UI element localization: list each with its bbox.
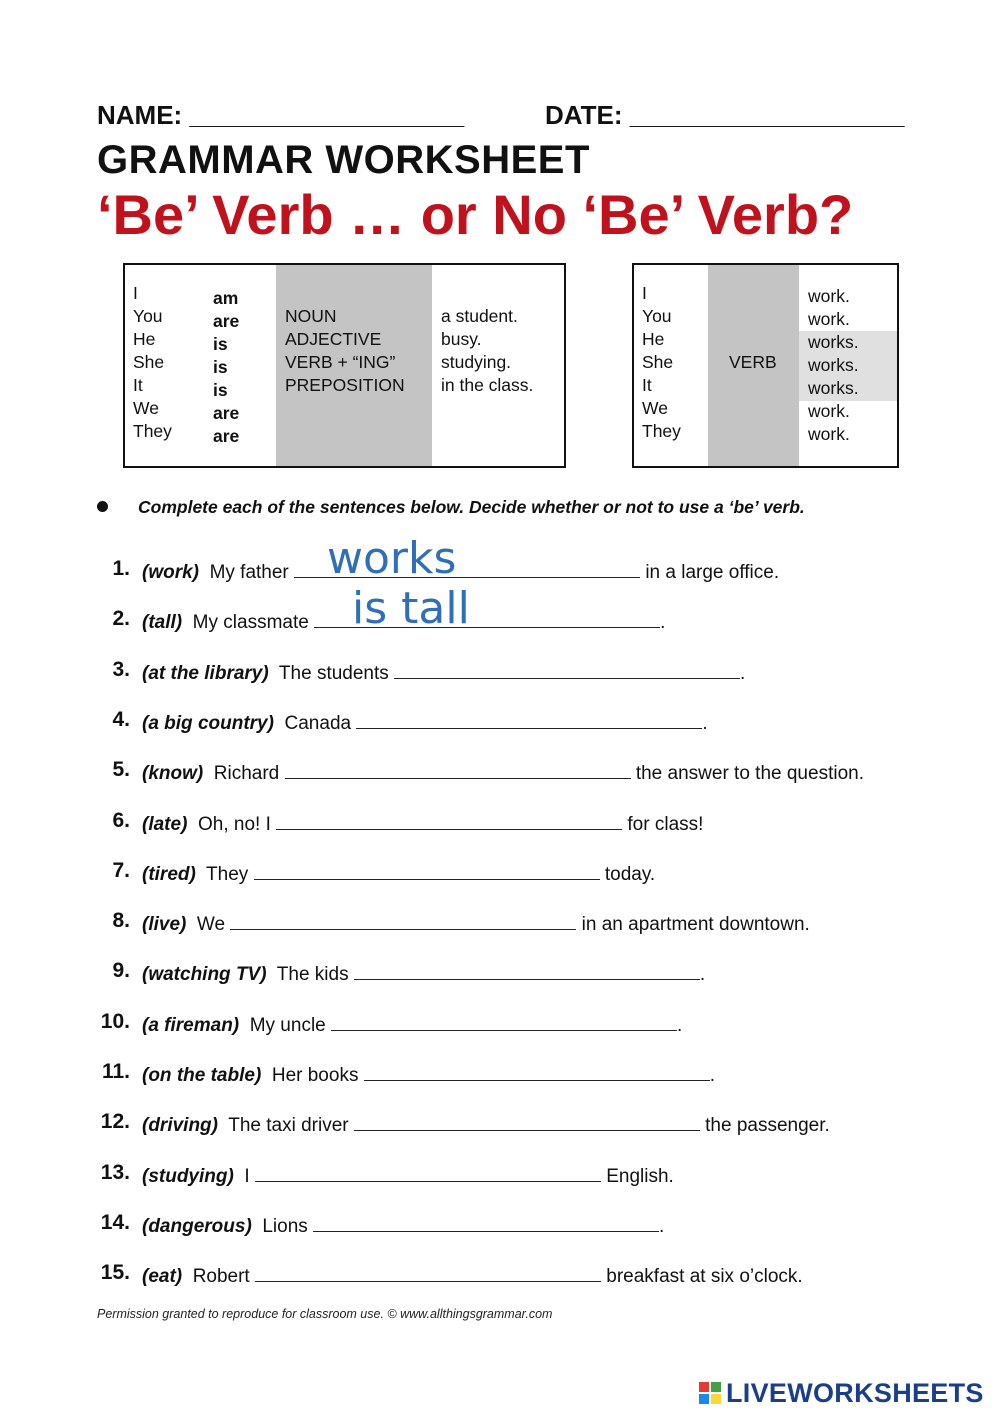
question-ending: in an apartment downtown. (581, 914, 810, 936)
question-row (0, 605, 1000, 639)
permission-footer: Permission granted to reproduce for classroom use. © www.allthingsgrammar.com (97, 1307, 553, 1321)
answer-blank[interactable] (255, 1263, 601, 1282)
question-subject: My father (209, 562, 289, 583)
question-number: 13. (100, 1160, 130, 1184)
question-number: 12. (100, 1110, 130, 1134)
question-number: 9. (112, 959, 130, 983)
question-subject: Her books (271, 1065, 359, 1086)
answer-blank[interactable] (276, 811, 622, 830)
question-ending: the answer to the question. (635, 763, 864, 785)
answer-blank[interactable] (230, 911, 576, 930)
question-text (142, 811, 703, 836)
question-number: 3. (112, 657, 130, 681)
question-number: 4. (112, 707, 130, 731)
question-subject: We (196, 914, 226, 936)
question-ending: today. (604, 863, 656, 885)
be-verb-table (123, 263, 566, 468)
example: studying. (441, 352, 512, 372)
question-text (142, 760, 864, 785)
question-number: 5. (112, 758, 130, 782)
worksheet-title: GRAMMAR WORKSHEET (97, 138, 590, 182)
category: ADJECTIVE (285, 329, 382, 349)
question-ending: English. (606, 1165, 674, 1187)
pronoun: She (133, 352, 165, 372)
liveworksheets-logo-text[interactable]: LIVEWORKSHEETS (726, 1378, 984, 1408)
pronoun: I (133, 283, 138, 303)
question-hint: (live) (142, 914, 187, 936)
question-ending: . (709, 1065, 716, 1086)
question-subject: My classmate (192, 612, 309, 634)
question-row (0, 1058, 1000, 1092)
question-text (142, 961, 705, 986)
question-ending: . (702, 712, 708, 734)
question-number: 8. (112, 909, 130, 933)
question-subject: They (206, 863, 249, 885)
answer-blank[interactable] (313, 1213, 659, 1232)
verb-table-forms (808, 285, 859, 446)
be-verb: is (213, 357, 228, 377)
be-verb: am (213, 288, 239, 308)
answer-blank[interactable] (356, 710, 702, 729)
answer-blank[interactable] (354, 961, 700, 980)
question-text (142, 911, 810, 936)
question-number: 14. (100, 1210, 130, 1234)
pronoun: They (133, 421, 172, 441)
question-text (142, 861, 655, 886)
question-row (0, 907, 1000, 941)
question-number: 15. (100, 1261, 130, 1285)
pronoun: It (642, 375, 652, 395)
question-hint: (driving) (142, 1115, 218, 1137)
pronoun: He (133, 329, 156, 349)
question-row (0, 807, 1000, 841)
verb-table-label: VERB (729, 352, 777, 372)
question-row (0, 706, 1000, 740)
question-number: 7. (112, 858, 130, 882)
answer-input-1[interactable]: works (327, 533, 457, 584)
question-text (142, 660, 745, 685)
question-row (0, 957, 1000, 991)
category: NOUN (285, 306, 337, 326)
verb-form: work. (808, 401, 850, 421)
question-row (0, 1209, 1000, 1243)
question-ending: . (699, 964, 706, 986)
verb-table (632, 263, 899, 468)
question-subject: Robert (192, 1266, 250, 1288)
verb-form: works. (808, 355, 859, 375)
be-table-verbs (213, 287, 239, 448)
question-text (142, 1263, 803, 1288)
question-text (142, 1163, 674, 1188)
verb-form: work. (808, 309, 850, 329)
question-row (0, 756, 1000, 790)
question-row (0, 656, 1000, 690)
be-verb: are (213, 426, 240, 446)
question-hint: (tall) (142, 612, 183, 634)
question-row (0, 555, 1000, 589)
liveworksheets-logo-icon (698, 1381, 722, 1405)
answer-blank[interactable] (254, 861, 600, 880)
verb-form: works. (808, 332, 859, 352)
answer-blank[interactable] (364, 1062, 710, 1081)
pronoun: We (642, 398, 668, 418)
be-table-examples (441, 305, 533, 397)
question-hint: (work) (142, 562, 199, 583)
pronoun: He (642, 329, 665, 349)
pronoun: I (642, 283, 647, 303)
question-number: 6. (112, 808, 130, 832)
instructions: Complete each of the sentences below. Decide whether or not to use a ‘be’ verb. (138, 497, 805, 517)
question-ending: . (660, 612, 666, 634)
date-field-label: DATE: ___________________ (545, 100, 905, 130)
answer-blank[interactable] (394, 660, 740, 679)
question-row (0, 1008, 1000, 1042)
pronoun: It (133, 375, 143, 395)
be-verb: is (213, 380, 228, 400)
question-subject: Oh, no! I (197, 813, 271, 835)
question-subject: Canada (284, 712, 352, 734)
question-ending: . (677, 1014, 683, 1036)
answer-blank[interactable] (285, 760, 631, 779)
question-text (142, 1012, 682, 1037)
question-text (142, 1213, 664, 1238)
category: VERB + “ING” (285, 352, 396, 372)
question-hint: (late) (142, 813, 188, 835)
pronoun: We (133, 398, 159, 418)
question-number: 11. (101, 1060, 130, 1083)
question-subject: Richard (213, 763, 280, 785)
verb-table-pronouns (642, 282, 681, 443)
question-ending: . (659, 1215, 665, 1237)
question-subject: Lions (262, 1215, 308, 1237)
question-hint: (know) (142, 763, 204, 785)
pronoun: You (642, 306, 672, 326)
question-row (0, 857, 1000, 891)
question-ending: for class! (627, 813, 704, 835)
question-number: 10. (100, 1009, 130, 1033)
be-verb: are (213, 311, 240, 331)
question-subject: I (244, 1165, 250, 1187)
be-verb: are (213, 403, 240, 423)
example: busy. (441, 329, 482, 349)
pronoun: She (642, 352, 674, 372)
question-subject: My uncle (249, 1014, 326, 1036)
question-subject: The taxi driver (228, 1115, 349, 1137)
question-hint: (on the table) (142, 1065, 262, 1086)
pronoun: You (133, 306, 163, 326)
question-hint: (a big country) (142, 712, 274, 734)
question-text (142, 1062, 715, 1087)
answer-blank[interactable] (354, 1112, 700, 1131)
be-verb: is (213, 334, 228, 354)
question-ending: breakfast at six o’clock. (606, 1266, 803, 1288)
question-text (142, 1112, 830, 1137)
category: PREPOSITION (285, 375, 405, 395)
question-row (0, 1259, 1000, 1293)
question-hint: (dangerous) (142, 1215, 252, 1237)
verb-form: works. (808, 378, 859, 398)
question-text (142, 559, 779, 584)
be-table-categories (285, 305, 405, 397)
question-ending: the passenger. (705, 1115, 830, 1137)
question-hint: (studying) (142, 1165, 234, 1187)
question-text (142, 710, 708, 735)
question-hint: (watching TV) (142, 964, 267, 986)
pronoun: They (642, 421, 681, 441)
question-ending: . (740, 662, 746, 684)
verb-form: work. (808, 424, 850, 444)
answer-blank[interactable] (331, 1012, 677, 1031)
question-number: 1. (112, 557, 130, 580)
name-field-label: NAME: ___________________ (97, 100, 465, 130)
question-ending: in a large office. (645, 562, 780, 583)
question-hint: (at the library) (142, 662, 269, 684)
example: in the class. (441, 375, 534, 395)
example: a student. (441, 306, 518, 326)
question-row (0, 1108, 1000, 1142)
question-hint: (eat) (142, 1266, 183, 1288)
question-hint: (a fireman) (142, 1014, 240, 1036)
verb-form: work. (808, 286, 850, 306)
question-hint: (tired) (142, 863, 196, 885)
question-subject: The kids (276, 964, 349, 986)
answer-blank[interactable] (255, 1163, 601, 1182)
bullet-icon (97, 501, 108, 512)
be-table-pronouns (133, 282, 172, 443)
answer-input-2[interactable]: is tall (352, 583, 470, 634)
question-row (0, 1159, 1000, 1193)
question-number: 2. (112, 607, 130, 631)
worksheet-subtitle: ‘Be’ Verb … or No ‘Be’ Verb? (97, 183, 854, 246)
question-subject: The students (278, 662, 389, 684)
